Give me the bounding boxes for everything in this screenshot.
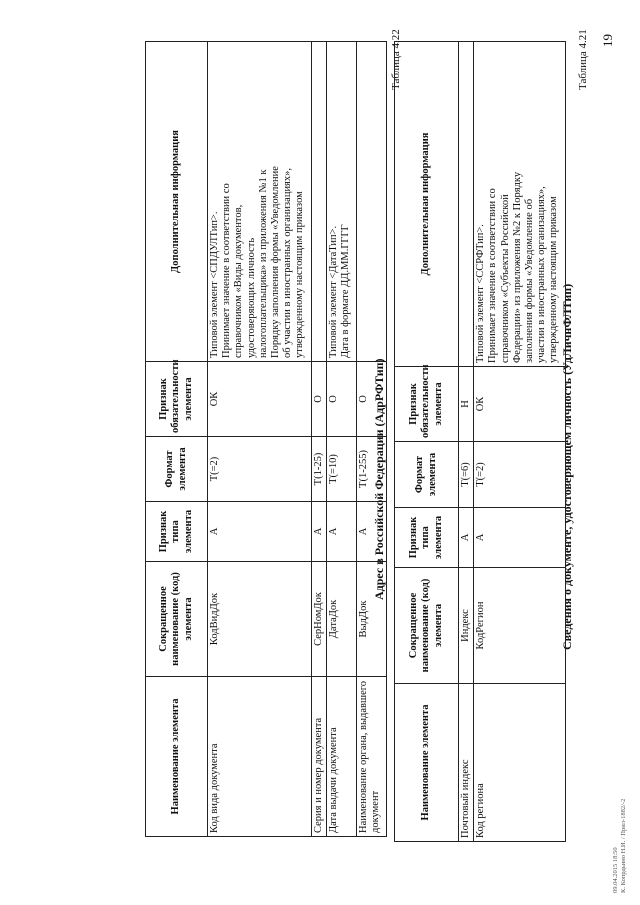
table-row (474, 42, 566, 842)
cell-name: Код региона (474, 684, 566, 842)
cell-name: Дата выдачи документа (327, 677, 357, 837)
info-line: Типовой элемент <СПДУЛТип>. (209, 211, 220, 358)
cell-format: T(=2) (208, 437, 312, 502)
cell-code: ВыдДок (357, 562, 387, 677)
page-number: 19 (600, 34, 615, 47)
cell-name: Почтовый индекс (459, 684, 474, 842)
table-number: Таблица 4.21 (577, 29, 589, 90)
cell-info (357, 42, 387, 362)
column-header: Признак типа элемента (146, 502, 208, 562)
cell-type: А (459, 508, 474, 568)
cell-code: КодВидДок (208, 562, 312, 677)
cell-name: Код вида документа (208, 677, 312, 837)
table-header-row (395, 42, 459, 842)
info-line: Принимает значение в соответствии со (487, 188, 499, 363)
table-row (327, 42, 357, 837)
column-header: Дополнительная информация (395, 42, 459, 367)
cell-type: А (474, 508, 566, 568)
cell-format: T(=10) (327, 437, 357, 502)
table-row (208, 42, 312, 837)
cell-type: А (208, 502, 312, 562)
cell-type: А (312, 502, 327, 562)
info-line: Типовой элемент <ДатаТип>. (328, 225, 340, 358)
info-line: Типовой элемент <ССРФТип>. (475, 224, 487, 363)
column-header: Формат элемента (146, 437, 208, 502)
table-number: Таблица 4.22 (390, 29, 402, 90)
column-header: Наименование элемента (395, 684, 459, 842)
column-header: Признак типа элемента (395, 508, 459, 568)
info-line: Федерации» из приложения №2 к Порядку (511, 171, 523, 363)
cell-required: ОК (208, 362, 312, 437)
cell-format: T(=2) (474, 442, 566, 508)
cell-required: Н (459, 367, 474, 442)
cell-format: T(=6) (459, 442, 474, 508)
info-line: Порядку заполнения формы «Уведомление (270, 166, 282, 358)
cell-type: А (327, 502, 357, 562)
table-title: Сведения о документе, удостоверяющем личность (УдЛичнФЛТип) (560, 283, 574, 650)
column-header: Признак обязательности элемента (395, 367, 459, 442)
column-header: Сокращенное наименование (код) элемента (395, 568, 459, 684)
cell-info (474, 42, 566, 367)
column-header: Формат элемента (395, 442, 459, 508)
table-4-21 (145, 41, 387, 837)
cell-code: КодРегион (474, 568, 566, 684)
cell-info (208, 42, 312, 362)
info-line: заполнения формы «Уведомление об (524, 198, 536, 363)
info-line: участии в иностранных организациях», (536, 186, 548, 363)
cell-info (327, 42, 357, 362)
info-line: Дата в формате ДД.ММ.ГГГГ (340, 224, 352, 358)
info-line: утвержденному настоящим приказом (294, 191, 306, 358)
cell-info (312, 42, 327, 362)
column-header: Признак обязательности элемента (146, 362, 208, 437)
document-footer (612, 799, 628, 893)
cell-code: СерНомДок (312, 562, 327, 677)
cell-required: ОК (474, 367, 566, 442)
cell-required: О (312, 362, 327, 437)
cell-code: ДатаДок (327, 562, 357, 677)
info-line: удостоверяющих личность (245, 237, 257, 358)
info-line: справочником «Виды документов, (233, 204, 245, 358)
info-line: об участии в иностранных организациях», (282, 167, 294, 358)
info-line: утвержденному настоящим приказом (548, 196, 560, 363)
cell-required: О (357, 362, 387, 437)
table-row (459, 42, 474, 842)
column-header: Сокращенное наименование (код) элемента (146, 562, 208, 677)
table-row (312, 42, 327, 837)
cell-required: О (327, 362, 357, 437)
cell-type: А (357, 502, 387, 562)
cell-code: Индекс (459, 568, 474, 684)
footer-reference: К. Копрдьино Н.И. / Прил-1882/-2 (620, 798, 627, 893)
table-4-22 (394, 41, 566, 842)
cell-name: Наименование органа, выдавшего документ (357, 677, 387, 837)
column-header: Дополнительная информация (146, 42, 208, 362)
cell-info (459, 42, 474, 367)
table-header-row (146, 42, 208, 837)
cell-format: T(1-255) (357, 437, 387, 502)
footer-timestamp: 09.04.2015 18:50 (612, 847, 619, 893)
info-line: Принимает значение в соответствии со (221, 183, 233, 358)
info-line: справочником «Субъекты Российской (499, 194, 511, 363)
cell-format: T(1-25) (312, 437, 327, 502)
table-title: Адрес в Российской Федерации (АдрРФТип) (372, 358, 386, 600)
cell-name: Серия и номер документа (312, 677, 327, 837)
column-header: Наименование элемента (146, 677, 208, 837)
info-line: налогоплательщика» из приложения №1 к (257, 169, 269, 358)
